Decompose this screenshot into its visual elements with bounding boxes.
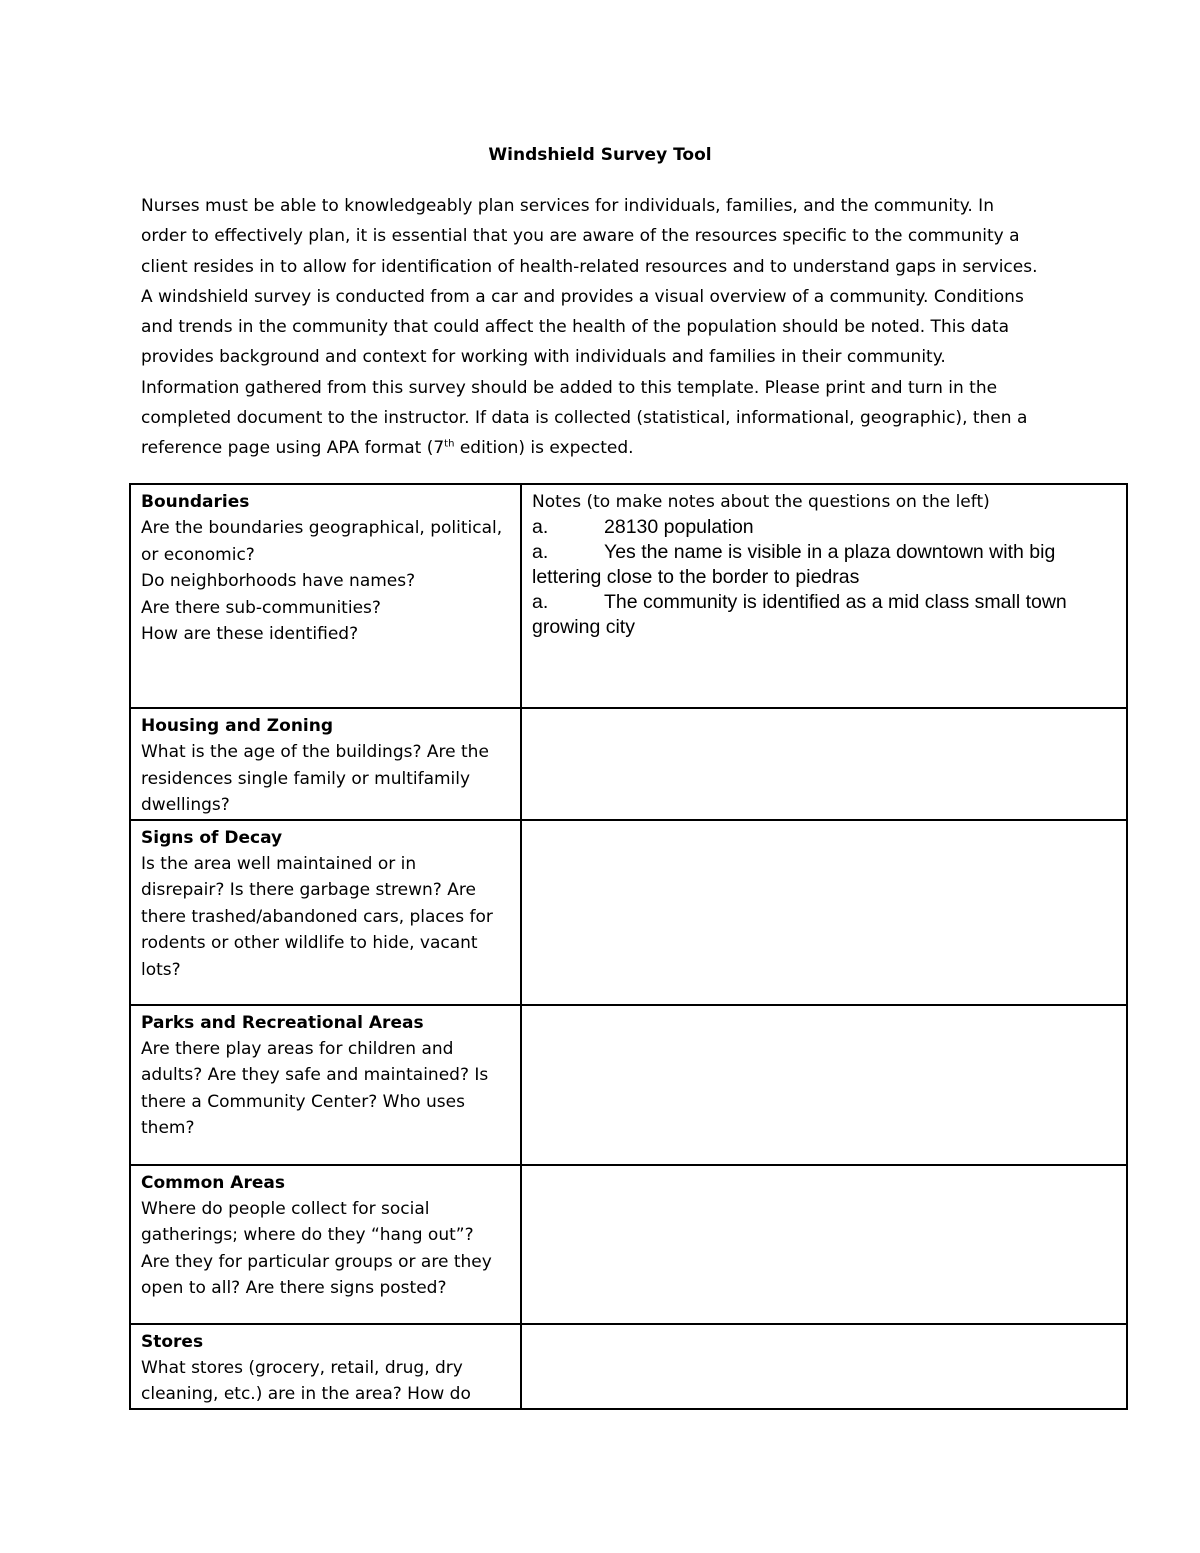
- notes-cell[interactable]: [521, 708, 1127, 820]
- list-marker: a.: [532, 591, 549, 614]
- question-cell: [130, 1005, 521, 1165]
- question-title: Housing and Zoning: [141, 716, 334, 736]
- table-row-stores: [130, 1324, 1127, 1409]
- note-text: The community is identified as a mid class small town: [604, 591, 1067, 614]
- note-item: [532, 540, 1117, 565]
- question-title: Common Areas: [141, 1172, 285, 1193]
- intro-text: reference page using APA format (7: [141, 438, 445, 459]
- question-text: How are these identified?: [141, 624, 359, 645]
- question-text: rodents or other wildlife to hide, vacant: [141, 933, 478, 954]
- question-text: gatherings; where do they “hang out”?: [141, 1225, 474, 1246]
- question-title: Boundaries: [141, 492, 250, 512]
- question-cell: [130, 1165, 521, 1324]
- question-title: Signs of Decay: [141, 827, 283, 848]
- question-text: Where do people collect for social: [141, 1199, 430, 1220]
- note-continuation: lettering close to the border to piedras: [532, 566, 860, 589]
- note-item: [532, 590, 1117, 615]
- question-cell: [130, 820, 521, 1005]
- intro-line: Nurses must be able to knowledgeably plan services for individuals, families, and the community. In: [141, 196, 994, 216]
- question-cell: [130, 484, 521, 708]
- question-text: Are they for particular groups or are they: [141, 1251, 492, 1272]
- notes-header: Notes (to make notes about the questions on the left): [532, 492, 990, 512]
- table-row-housing: [130, 708, 1127, 820]
- question-text: dwellings?: [141, 795, 230, 816]
- list-marker: a.: [532, 516, 549, 539]
- intro-paragraph: [141, 191, 1071, 464]
- notes-cell[interactable]: [521, 820, 1127, 1005]
- table-row-decay: [130, 820, 1127, 1005]
- question-text: Are there sub-communities?: [141, 597, 381, 618]
- question-text: residences single family or multifamily: [141, 768, 471, 789]
- question-text: there a Community Center? Who uses: [141, 1091, 465, 1112]
- list-marker: a.: [532, 541, 549, 564]
- question-text: Are the boundaries geographical, political,: [141, 518, 503, 539]
- survey-table: [129, 483, 1128, 1410]
- notes-cell[interactable]: [521, 1324, 1127, 1409]
- intro-line: and trends in the community that could affect the health of the population should be noted. This data: [141, 317, 1009, 338]
- superscript: th: [444, 438, 455, 450]
- notes-cell[interactable]: [521, 1165, 1127, 1324]
- note-continuation: growing city: [532, 616, 635, 639]
- notes-cell[interactable]: [521, 1005, 1127, 1165]
- question-title: Stores: [141, 1331, 204, 1352]
- table-row-parks: [130, 1005, 1127, 1165]
- question-text: adults? Are they safe and maintained? Is: [141, 1065, 489, 1086]
- question-text: lots?: [141, 959, 181, 980]
- question-text: there trashed/abandoned cars, places for: [141, 906, 493, 927]
- question-text: disrepair? Is there garbage strewn? Are: [141, 880, 476, 901]
- intro-line: Information gathered from this survey should be added to this template. Please print and turn in the: [141, 377, 998, 398]
- question-text: What stores (grocery, retail, drug, dry: [141, 1358, 463, 1379]
- question-text: What is the age of the buildings? Are the: [141, 742, 489, 763]
- question-text: Do neighborhoods have names?: [141, 571, 416, 592]
- question-cell: [130, 708, 521, 820]
- intro-line: order to effectively plan, it is essential that you are aware of the resources specific to the community a: [141, 226, 1020, 247]
- question-text: Are there play areas for children and: [141, 1039, 454, 1060]
- intro-text: edition) is expected.: [454, 438, 634, 459]
- table-row-common-areas: [130, 1165, 1127, 1324]
- intro-line-last: [141, 433, 1071, 463]
- note-item: [532, 515, 1117, 540]
- intro-line: client resides in to allow for identification of health-related resources and to understand gaps in services.: [141, 256, 1038, 277]
- question-text: them?: [141, 1118, 195, 1139]
- intro-line: completed document to the instructor. If data is collected (statistical, informational, geographic), then a: [141, 408, 1028, 429]
- question-cell: [130, 1324, 521, 1409]
- table-row-boundaries: [130, 484, 1127, 708]
- question-text: or economic?: [141, 544, 255, 565]
- intro-line: A windshield survey is conducted from a car and provides a visual overview of a community. Conditions: [141, 286, 1024, 307]
- note-text: Yes the name is visible in a plaza downtown with big: [604, 541, 1056, 564]
- notes-cell[interactable]: [521, 484, 1127, 708]
- page-title: Windshield Survey Tool: [488, 145, 712, 165]
- intro-line: provides background and context for working with individuals and families in their community.: [141, 347, 946, 368]
- question-title: Parks and Recreational Areas: [141, 1012, 424, 1033]
- note-text: 28130 population: [604, 516, 754, 539]
- question-text: cleaning, etc.) are in the area? How do: [141, 1384, 471, 1405]
- question-text: Is the area well maintained or in: [141, 854, 417, 875]
- question-text: open to all? Are there signs posted?: [141, 1278, 447, 1299]
